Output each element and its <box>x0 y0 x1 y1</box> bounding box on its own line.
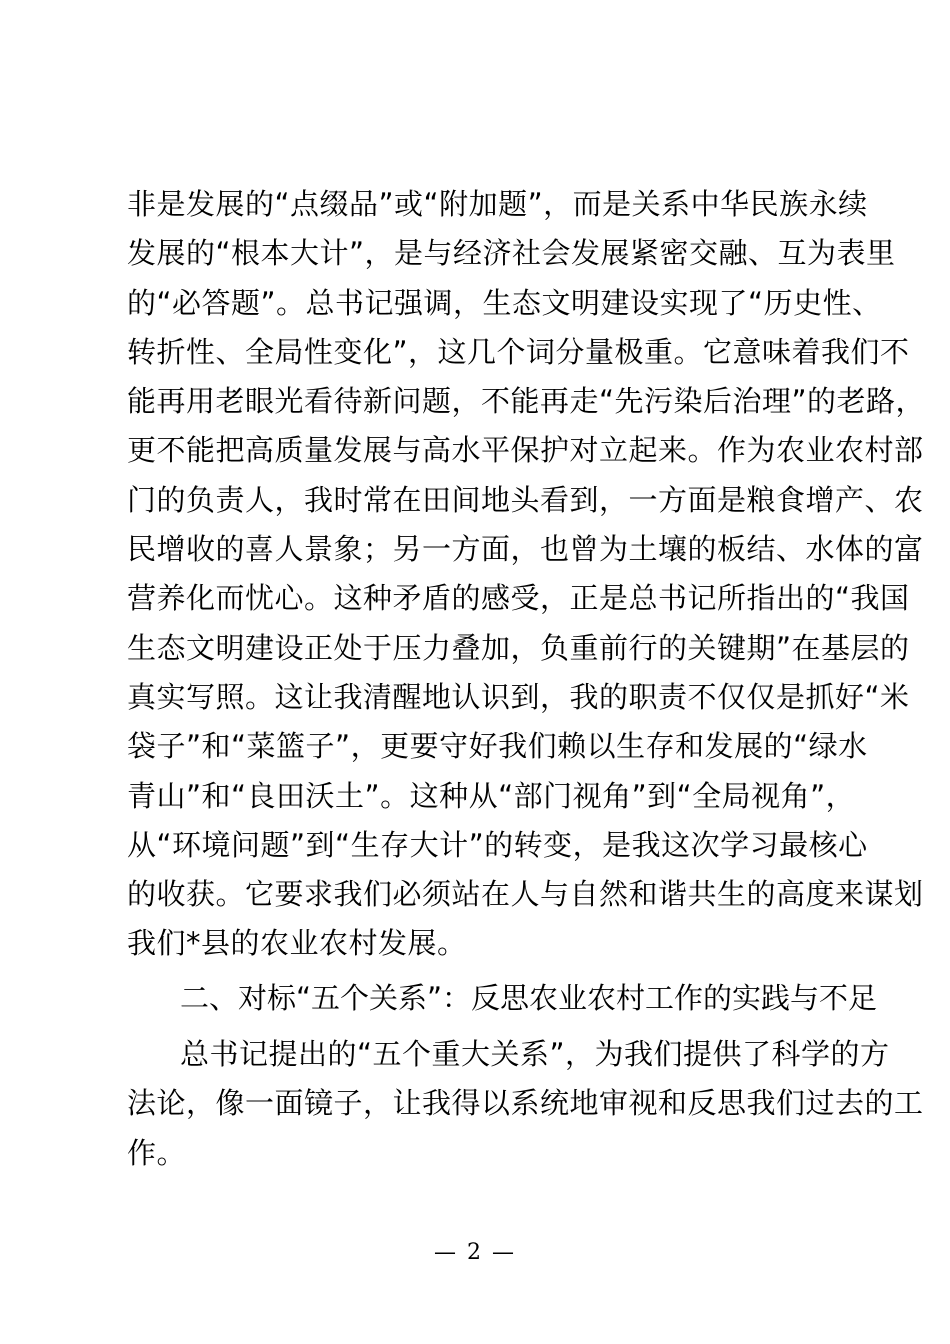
text-line: 总书记提出的“五个重大关系”，为我们提供了科学的方 <box>180 1037 890 1071</box>
text-line: 民增收的喜人景象；另一方面，也曾为土壤的板结、水体的富 <box>127 532 924 567</box>
text-line: 的“必答题”。总书记强调，生态文明建设实现了“历史性、 <box>127 285 882 320</box>
text-line: 作。 <box>127 1135 187 1170</box>
text-line: 法论，像一面镜子，让我得以系统地审视和反思我们过去的工 <box>127 1086 924 1121</box>
text-line: 能再用老眼光看待新问题，不能再走“先污染后治理”的老路， <box>127 384 926 419</box>
text-line: 转折性、全局性变化”，这几个词分量极重。它意味着我们不 <box>127 334 910 369</box>
section-heading: 二、对标“五个关系”：反思农业农村工作的实践与不足 <box>180 981 878 1015</box>
text-line: 非是发展的“点缀品”或“附加题”，而是关系中华民族永续 <box>127 187 868 221</box>
text-line: 更不能把高质量发展与高水平保护对立起来。作为农业农村部 <box>127 433 924 468</box>
text-line: 真实写照。这让我清醒地认识到，我的职责不仅仅是抓好“米 <box>127 679 910 714</box>
text-line: 的收获。它要求我们必须站在人与自然和谐共生的高度来谋划 <box>127 877 924 912</box>
text-line: 青山”和“良田沃土”。这种从“部门视角”到“全局视角”， <box>127 778 856 813</box>
text-line: 发展的“根本大计”，是与经济社会发展紧密交融、互为表里 <box>127 236 896 271</box>
text-line: 从“环境问题”到“生存大计”的转变，是我这次学习最核心 <box>127 827 868 862</box>
paragraph-continued <box>127 180 926 969</box>
text-line: 生态文明建设正处于压力叠加，负重前行的关键期”在基层的 <box>127 630 910 665</box>
text-line: 门的负责人，我时常在田间地头看到，一方面是粮食增产、农 <box>127 482 924 517</box>
page-number: — 2 — <box>434 1240 516 1265</box>
text-line: 我们*县的农业农村发展。 <box>127 926 467 961</box>
paragraph-section-two <box>127 1030 924 1178</box>
text-line: 袋子”和“菜篮子”，更要守好我们赖以生存和发展的“绿水 <box>127 729 868 764</box>
text-line: 营养化而忧心。这种矛盾的感受，正是总书记所指出的“我国 <box>127 581 910 616</box>
